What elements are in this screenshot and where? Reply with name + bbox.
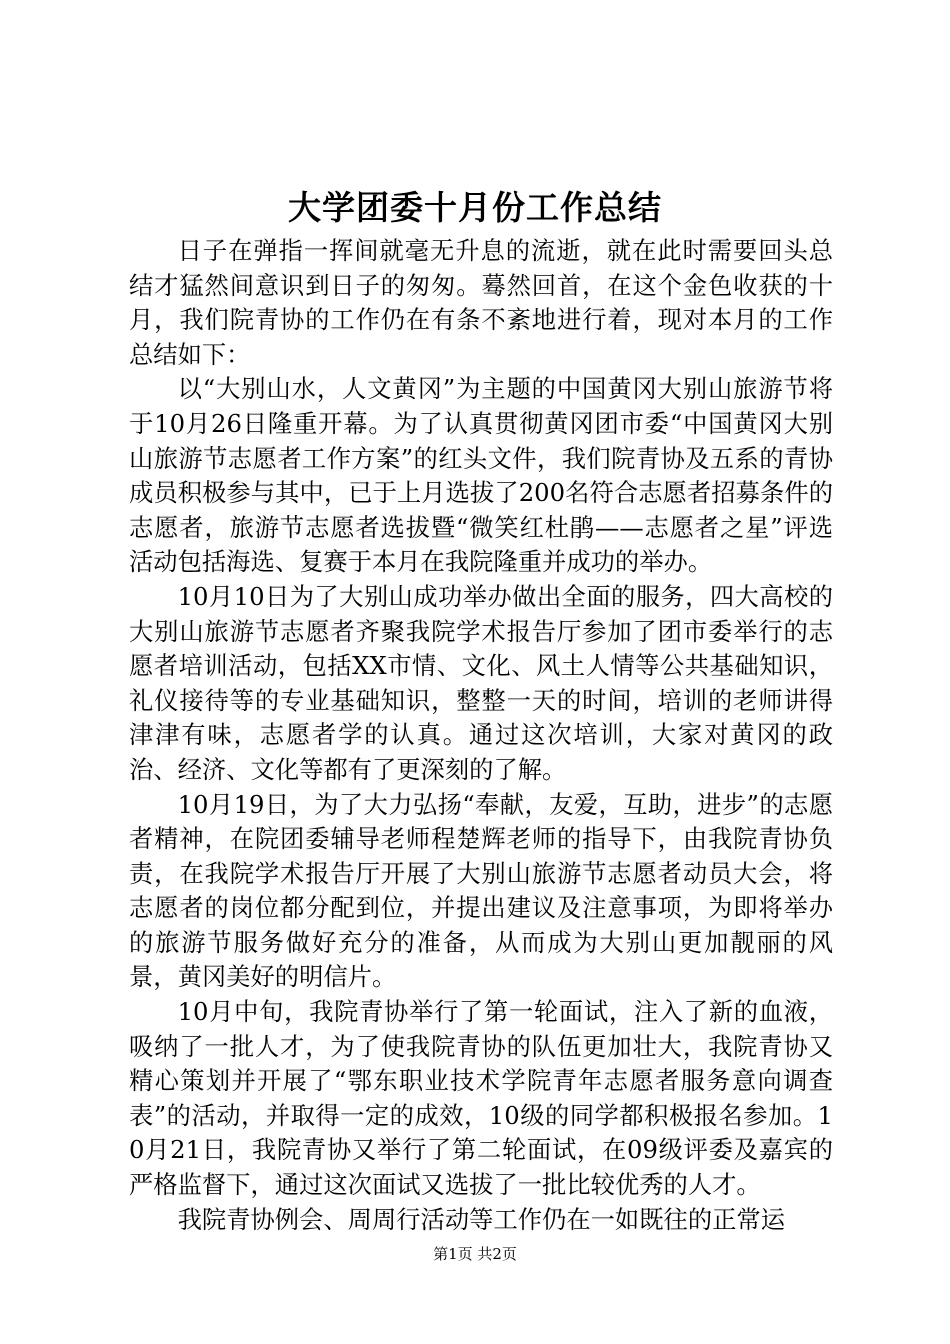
paragraph-regular-work: 我院青协例会、周周行活动等工作仍在一如既往的正常运	[177, 1204, 786, 1234]
paragraph-tourism-festival: 以“大别山水，人文黄冈”为主题的中国黄冈大别山旅游节将于10月26日隆重开幕。为了认真贯彻黄冈团市委“中国黄冈大别山旅游节志愿者工作方案”的红头文件，我们院青协及五系的青协成员积极参与其中，已于上月选拔了200名符合志愿者招募条件的志愿者，旅游节志愿者选拔暨“微笑红杜鹃——志愿者之星”评选活动包括海选、复赛于本月在我院隆重并成功的举办。	[129, 374, 833, 577]
paragraph-volunteer-training: 10月10日为了大别山成功举办做出全面的服务，四大高校的大别山旅游节志愿者齐聚我院学术报告厅参加了团市委举行的志愿者培训活动，包括XX市情、文化、风土人情等公共基础知识，礼仪接待等的专业基础知识，整整一天的时间，培训的老师讲得津津有味，志愿者学的认真。通过这次培训，大家对黄冈的政治、经济、文化等都有了更深刻的了解。	[129, 581, 833, 784]
document-body	[129, 234, 833, 1237]
page-footer: 第1页 共2页	[433, 1245, 517, 1263]
paragraph-mobilization-meeting: 10月19日，为了大力弘扬“奉献，友爱，互助，进步”的志愿者精神，在院团委辅导老师程楚辉老师的指导下，由我院青协负责，在我院学术报告厅开展了大别山旅游节志愿者动员大会，将志愿者的岗位都分配到位，并提出建议及注意事项，为即将举办的旅游节服务做好充分的准备，从而成为大别山更加靓丽的风景，黄冈美好的明信片。	[129, 789, 833, 992]
document-title: 大学团委十月份工作总结	[288, 188, 662, 227]
paragraph-interviews: 10月中旬，我院青协举行了第一轮面试，注入了新的血液，吸纳了一批人才，为了使我院青协的队伍更加壮大，我院青协又精心策划并开展了“鄂东职业技术学院青年志愿者服务意向调查表”的活动，并取得一定的成效，10级的同学都积极报名参加。10月21日，我院青协又举行了第二轮面试，在09级评委及嘉宾的严格监督下，通过这次面试又选拔了一批比较优秀的人才。	[129, 997, 833, 1200]
paragraph-intro: 日子在弹指一挥间就毫无升息的流逝，就在此时需要回头总结才猛然间意识到日子的匆匆。蓦然回首，在这个金色收获的十月，我们院青协的工作仍在有条不紊地进行着，现对本月的工作总结如下：	[129, 236, 833, 369]
